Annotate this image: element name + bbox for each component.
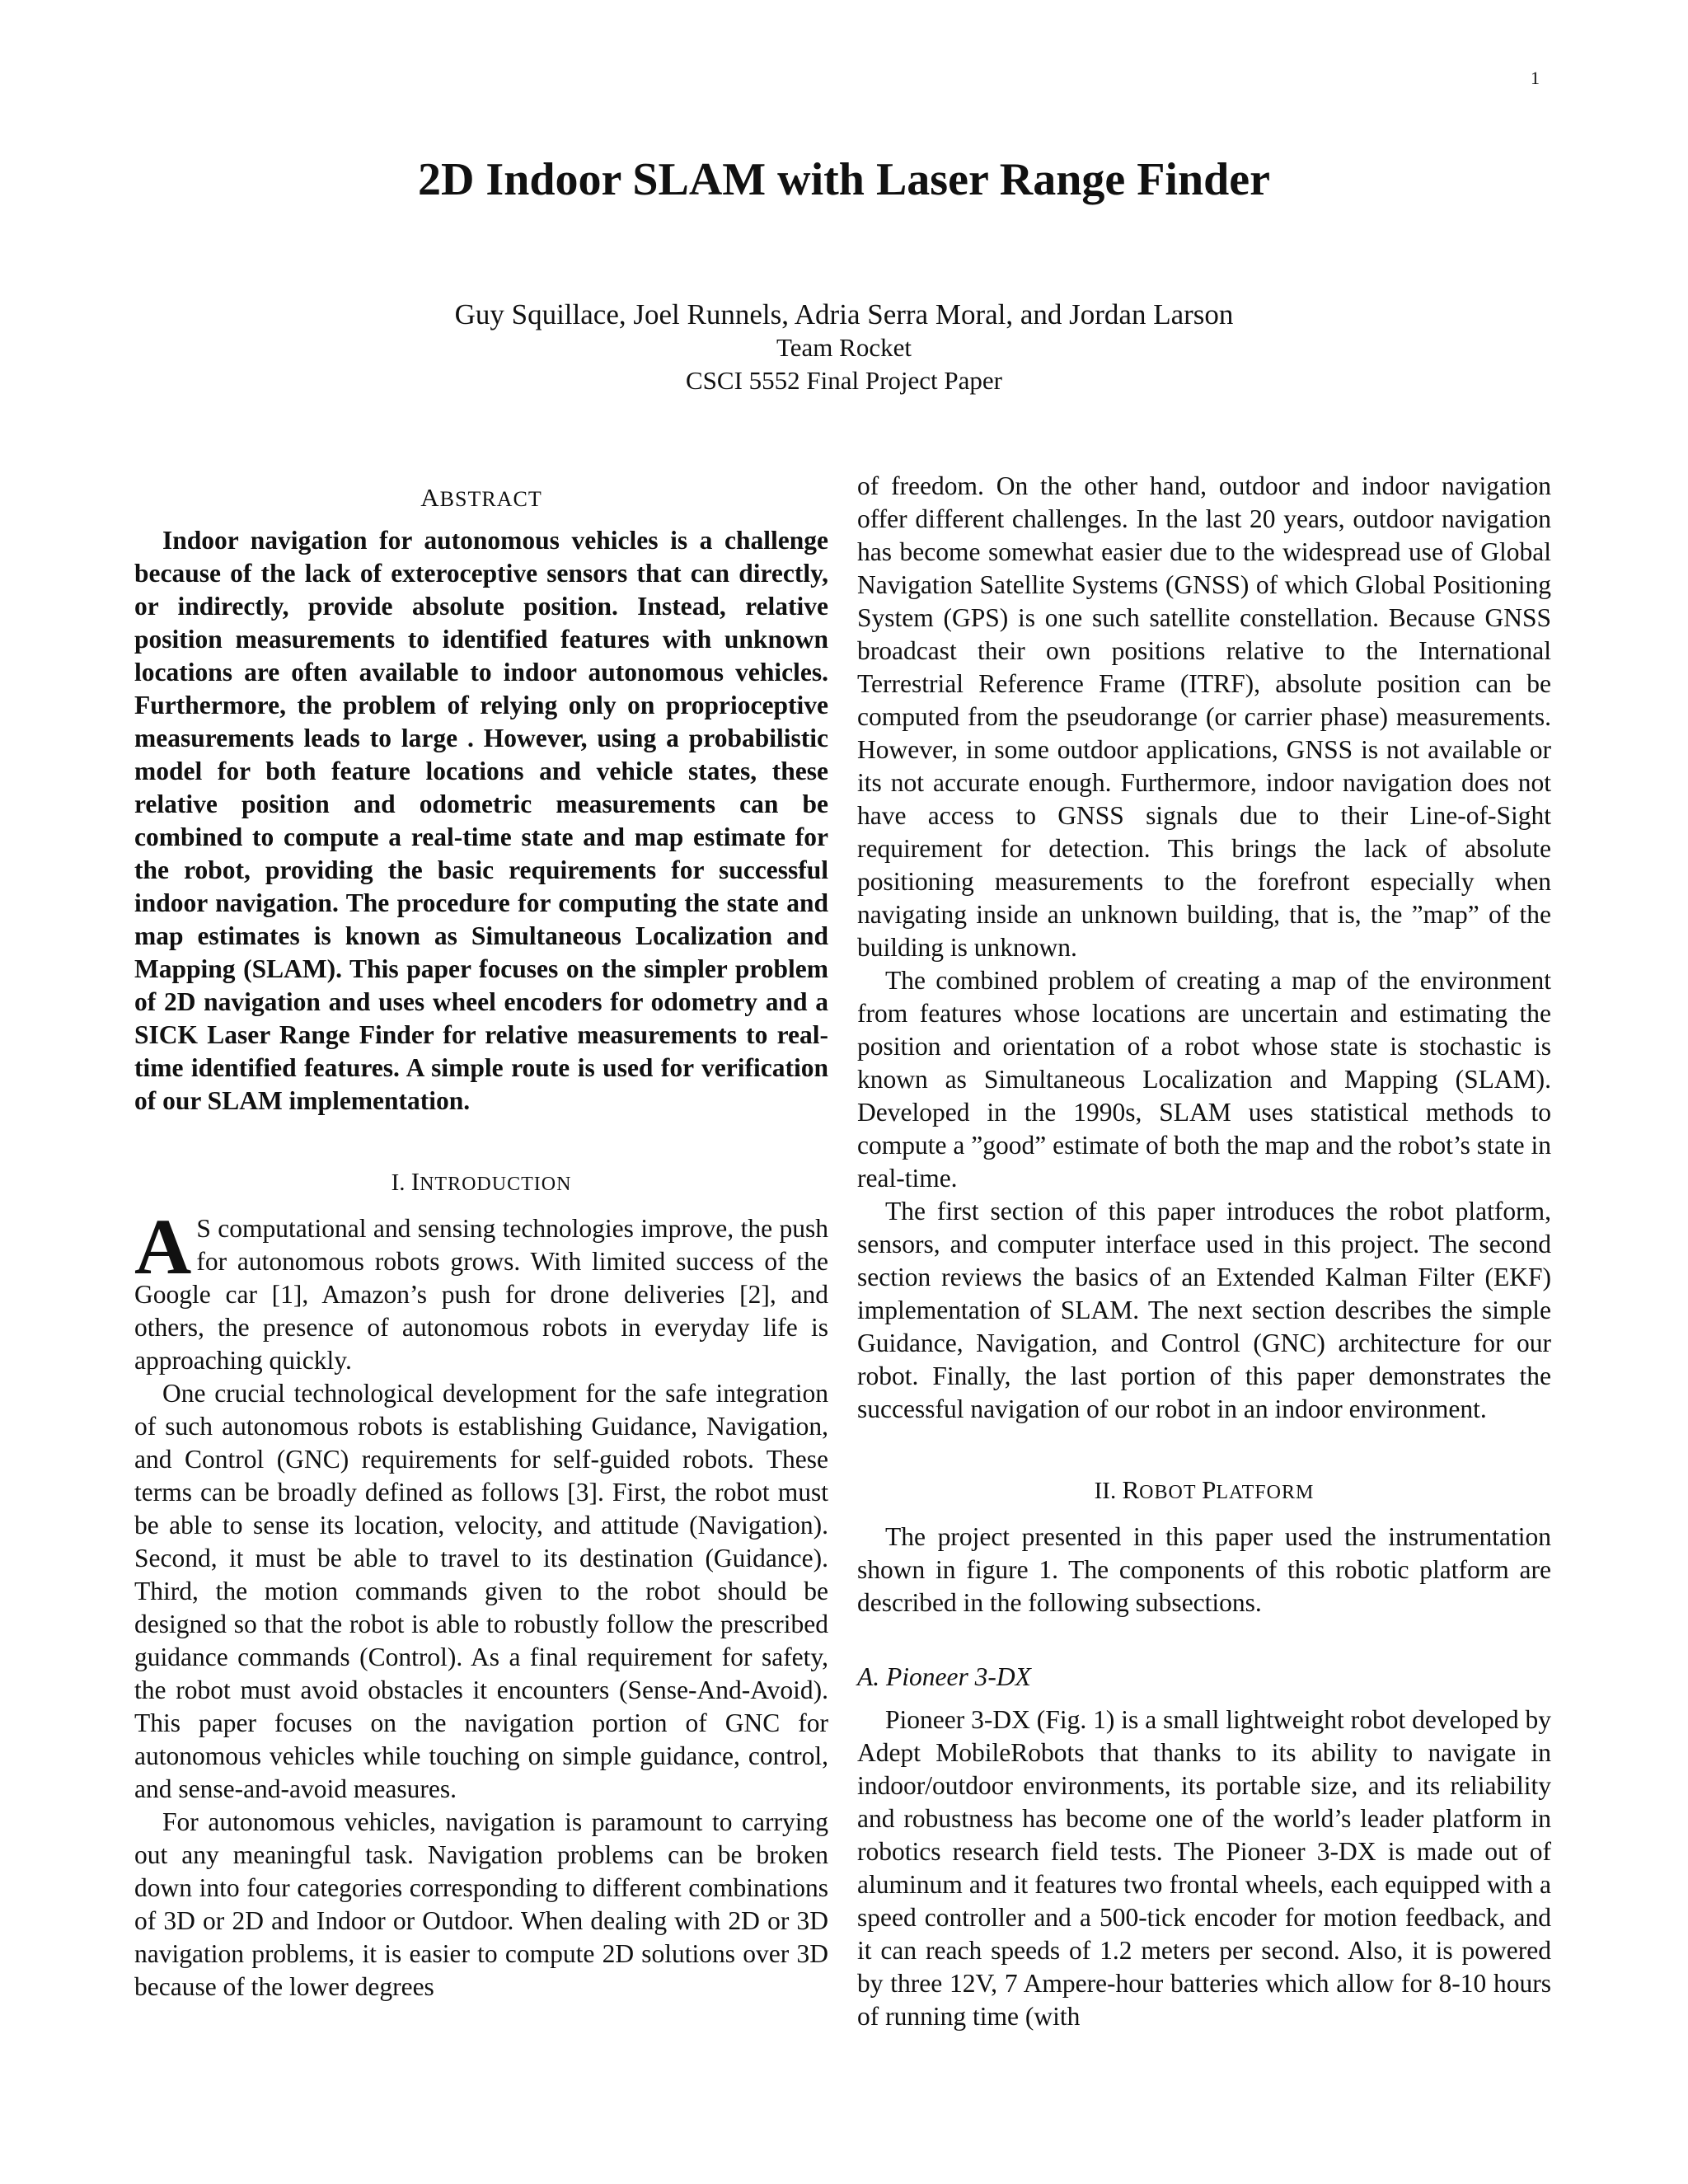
section-heading-introduction (134, 1165, 828, 1201)
section-name2-first: P (1202, 1475, 1217, 1504)
page-number: 1 (1531, 68, 1540, 88)
abstract-heading (134, 481, 828, 516)
abstract-heading-rest: BSTRACT (439, 487, 542, 511)
team-name: Team Rocket (776, 332, 912, 362)
right-column (857, 470, 1551, 2033)
author-list: Guy Squillace, Joel Runnels, Adria Serra Moral, and Jordan Larson (454, 298, 1234, 330)
intro-paragraph-3-continued: of freedom. On the other hand, outdoor and indoor navigation offer different challenges. In the last 20 years, outdoor navigation has become somewhat easier due to the widespread use of Global Navigation Satellite Systems (GNSS) of which Global Positioning System (GPS) is one such satellite constellation. Because GNSS broadcast their own positions relative to the International Terrestrial Reference Frame (ITRF), absolute position can be computed from the pseudorange (or carrier phase) measurements. However, in some outdoor applications, GNSS is not available or its not accurate enough. Furthermore, indoor navigation does not have access to GNSS signals due to their Line-of-Sight requirement for detection. This brings the lack of absolute positioning measurements to the forefront especially when navigating inside an unknown building, that is, the ”map” of the building is unknown. (857, 471, 1551, 962)
intro-paragraph-overview: The first section of this paper introduces the robot platform, sensors, and computer interface used in this project. The second section reviews the basics of an Extended Kalman Filter (EKF) implementation of SLAM. The next section describes the simple Guidance, Navigation, and Control (GNC) architecture for our robot. Finally, the last portion of this paper demonstrates the successful navigation of our robot in an indoor environment. (857, 1197, 1551, 1423)
section-name-rest: NTRODUCTION (420, 1174, 572, 1195)
intro-paragraph-2: One crucial technological development for the safe integration of such autonomous robots is establishing Guidance, Navigation, and Control (GNC) requirements for self-guided robots. These terms can be broadly defined as follows [3]. First, the robot must be able to sense its location, velocity, and attitude (Navigation). Second, it must be able to travel to its destination (Guidance). Third, the motion commands given to the robot should be designed so that the robot is able to robustly follow the prescribed guidance commands (Control). As a final requirement for safety, the robot must avoid obstacles it encounters (Sense-And-Avoid). This paper focuses on the navigation portion of GNC for autonomous vehicles while touching on simple guidance, control, and sense-and-avoid measures. (134, 1379, 828, 1803)
section-name-first: I (410, 1167, 420, 1196)
intro-paragraph-3: For autonomous vehicles, navigation is paramount to carrying out any meaningful task. Navigation problems can be broken down into four categories corresponding to different combinations of 3D or 2D and Indoor or Outdoor. When dealing with 2D or 3D navigation problems, it is easier to compute 2D solutions over 3D because of the lower degrees (134, 1807, 828, 2001)
abstract-text: Indoor navigation for autonomous vehicles is a challenge because of the lack of exteroceptive sensors that can directly, or indirectly, provide absolute position. Instead, relative position measurements to identified features with unknown locations are often available to indoor autonomous vehicles. Furthermore, the problem of relying only on proprioceptive measurements leads to large . However, using a probabilistic model for both feature locations and vehicle states, these relative position and odometric measurements can be combined to compute a real-time state and map estimate for the robot, providing the basic requirements for successful indoor navigation. The procedure for computing the state and map estimates is known as Simultaneous Localization and Mapping (SLAM). This paper focuses on the simpler problem of 2D navigation and uses wheel encoders for odometry and a SICK Laser Range Finder for relative measurements to real-time identified features. A simple route is used for verification of our SLAM implementation. (134, 526, 828, 1115)
subsection-heading-pioneer: A. Pioneer 3-DX (857, 1662, 1031, 1691)
section-name-first: R (1122, 1475, 1140, 1504)
section-name-rest: OBOT (1139, 1482, 1203, 1503)
course-name: CSCI 5552 Final Project Paper (685, 366, 1003, 396)
intro-paragraph-1 (134, 1202, 828, 1377)
left-column (134, 470, 828, 2004)
section-heading-robot-platform (857, 1474, 1551, 1509)
intro-paragraph-slam: The combined problem of creating a map of the environment from features whose locations are uncertain and estimating the position and orientation of a robot whose state is stochastic is known as Simultaneous Localization and Mapping (SLAM). Developed in the 1990s, SLAM uses statistical methods to compute a ”good” estimate of both the map and the robot’s state in real-time. (857, 966, 1551, 1193)
abstract-heading-first: A (420, 483, 440, 512)
section-name2-rest: LATFORM (1216, 1482, 1315, 1503)
paper-title: 2D Indoor SLAM with Laser Range Finder (417, 154, 1270, 205)
section-number: I. (391, 1169, 411, 1196)
intro-paragraph-1-text: S computational and sensing technologies improve, the push for autonomous robots grows. With limited success of the Google car [1], Amazon’s push for drone deliveries [2], and others, the presence of autonomous robots in everyday life is approaching quickly. (134, 1214, 828, 1375)
drop-cap: A (134, 1202, 192, 1291)
pioneer-paragraph: Pioneer 3-DX (Fig. 1) is a small lightweight robot developed by Adept MobileRobots that thanks to its ability to navigate in indoor/outdoor environments, its portable size, and its reliability and robustness has become one of the world’s leader platform in robotics research field tests. The Pioneer 3-DX is made out of aluminum and it features two frontal wheels, each equipped with a speed controller and a 500-tick encoder for motion feedback, and it can reach speeds of 1.2 meters per second. Also, it is powered by three 12V, 7 Ampere-hour batteries which allow for 8-10 hours of running time (with (857, 1705, 1551, 2031)
title-block (0, 155, 1688, 397)
robot-platform-paragraph-1: The project presented in this paper used the instrumentation shown in figure 1. The components of this robotic platform are described in the following subsections. (857, 1522, 1551, 1617)
section-number: II. (1094, 1478, 1123, 1504)
